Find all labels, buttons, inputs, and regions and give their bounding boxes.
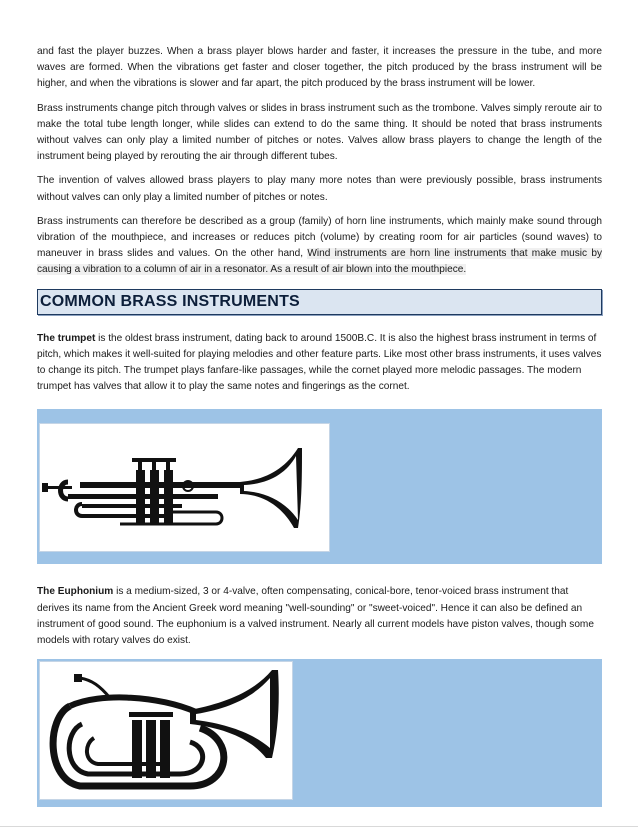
euphonium-image — [39, 661, 293, 800]
highlighted-text: Wind instruments are horn line instruments that make music by causing a vibration to a column of air in a resonator. As a result of air blown into the mouthpiece. — [37, 248, 602, 276]
euphonium-paragraph — [37, 584, 602, 649]
trumpet-paragraph — [37, 331, 602, 396]
trumpet-term: The trumpet — [37, 332, 96, 344]
intro-paragraph-1: and fast the player buzzes. When a brass player blows harder and faster, it increases the pressure in the tube, and more waves are formed. When the vibrations get faster and closer together, the pitch produced by the brass instrument will be higher, and when the vibrations is slower and far apart, the pitch produced by the brass instrument will be lower. — [37, 46, 602, 90]
euphonium-term: The Euphonium — [37, 586, 114, 598]
section-heading: COMMON BRASS INSTRUMENTS — [40, 292, 300, 310]
euphonium-image-band — [37, 659, 602, 807]
intro-paragraph-4 — [37, 214, 602, 279]
trumpet-image — [39, 423, 330, 552]
intro-paragraph-4-text: Brass instruments can therefore be described as a group (family) of horn line instruments, which mainly make sound through vibration of the mouthpiece, and increases or reduces pitch (volume) by creating room for air particles (sound waves) to maneuver in brass slides and values. On the other hand, — [37, 215, 602, 260]
page-content — [37, 44, 602, 827]
intro-paragraph-3: The invention of valves allowed brass players to play many more notes than were previously possible, brass instruments without valves can only play a limited number of pitches or notes. — [37, 175, 602, 203]
euphonium-description: is a medium-sized, 3 or 4-valve, often compensating, conical-bore, tenor-voiced brass instrument that derives its name from the Ancient Greek word meaning "well-sounding" or "sweet-voiced". Hence it can also be defined an instrument of good sound. The euphonium is a valved instrument. Nearly all current models have piston valves, though some models with rotary valves do exist. — [37, 586, 594, 647]
euphonium-illustration — [40, 662, 292, 799]
trumpet-description: is the oldest brass instrument, dating back to around 1500B.C. It is also the highest brass instrument in terms of pitch, which makes it well-suited for playing melodies and other feature parts. Like most other brass instruments, it uses valves to change its pitch. The trumpet plays fanfare-like passages, while the cornet played more melodic passages. The modern trumpet has valves that allow it to play the same notes and fingerings as the cornet. — [37, 332, 602, 393]
trumpet-illustration — [40, 424, 329, 551]
intro-paragraph-2: Brass instruments change pitch through valves or slides in brass instrument such as the trombone. Valves simply reroute air to make the total tube length longer, while slides can extend to do the same thing. It should be noted that brass instruments without valves can only play a limited number of pitches or notes. Valves allow brass players to change the length of the instrument being played by rerouting the air through different tubes. — [37, 102, 602, 163]
section-heading-box — [37, 289, 602, 315]
trumpet-image-band — [37, 409, 602, 564]
